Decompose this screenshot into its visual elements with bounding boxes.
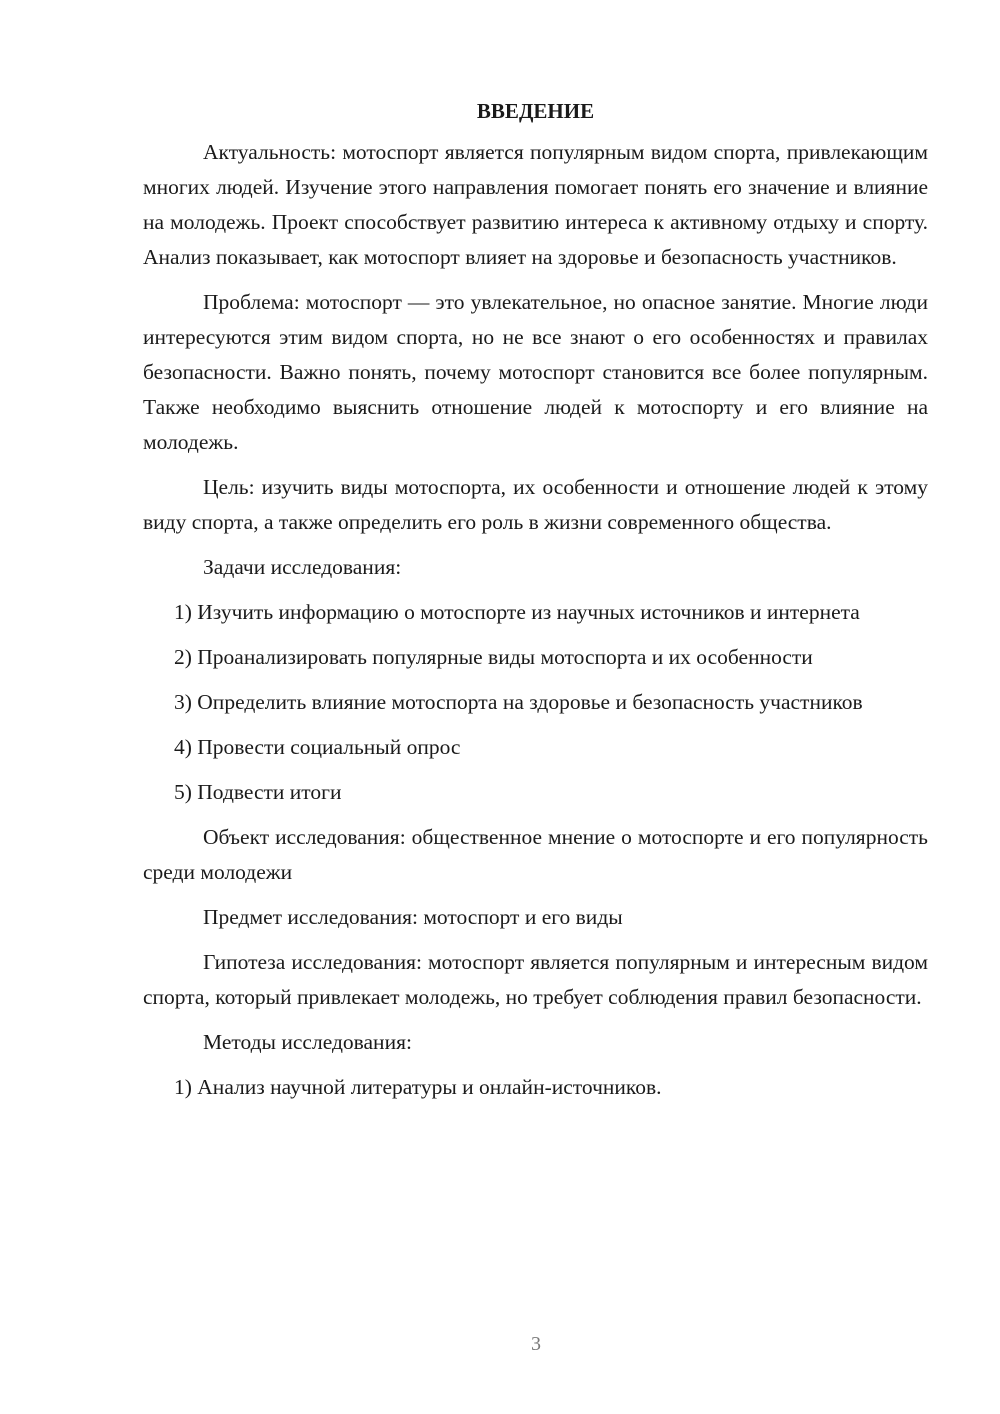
task-item-4: 4) Провести социальный опрос (174, 735, 461, 759)
paragraph-relevance: Актуальность: мотоспорт является популярным видом спорта, привлекающим многих людей. Изучение этого направления помогает понять его значение и влияние на молодежь. Проект способствует развитию интереса к активному отдыху и спорту. Анализ показывает, как мотоспорт влияет на здоровье и безопасность участников. (143, 140, 928, 269)
tasks-title: Задачи исследования: (203, 555, 402, 579)
task-item-2: 2) Проанализировать популярные виды мотоспорта и их особенности (174, 645, 813, 669)
paragraph-object: Объект исследования: общественное мнение о мотоспорте и его популярность среди молодежи (143, 825, 928, 884)
paragraph-goal: Цель: изучить виды мотоспорта, их особенности и отношение людей к этому виду спорта, а также определить его роль в жизни современного общества. (143, 475, 928, 534)
task-item-1: 1) Изучить информацию о мотоспорте из научных источников и интернета (174, 600, 860, 624)
section-heading: ВВЕДЕНИЕ (476, 99, 595, 123)
task-item-5: 5) Подвести итоги (174, 780, 342, 804)
document-page (143, 96, 928, 1115)
paragraph-hypothesis: Гипотеза исследования: мотоспорт является популярным и интересным видом спорта, который привлекает молодежь, но требует соблюдения правил безопасности. (143, 950, 928, 1009)
task-item-3: 3) Определить влияние мотоспорта на здоровье и безопасность участников (174, 690, 863, 714)
paragraph-problem: Проблема: мотоспорт — это увлекательное, но опасное занятие. Многие люди интересуются этим видом спорта, но не все знают о его особенностях и правилах безопасности. Важно понять, почему мотоспорт становится все более популярным. Также необходимо выяснить отношение людей к мотоспорту и его влияние на молодежь. (143, 290, 928, 454)
paragraph-subject: Предмет исследования: мотоспорт и его виды (203, 905, 623, 929)
page-number: 3 (531, 1333, 541, 1355)
methods-title: Методы исследования: (203, 1030, 412, 1054)
method-item-1: 1) Анализ научной литературы и онлайн-источников. (174, 1075, 662, 1099)
